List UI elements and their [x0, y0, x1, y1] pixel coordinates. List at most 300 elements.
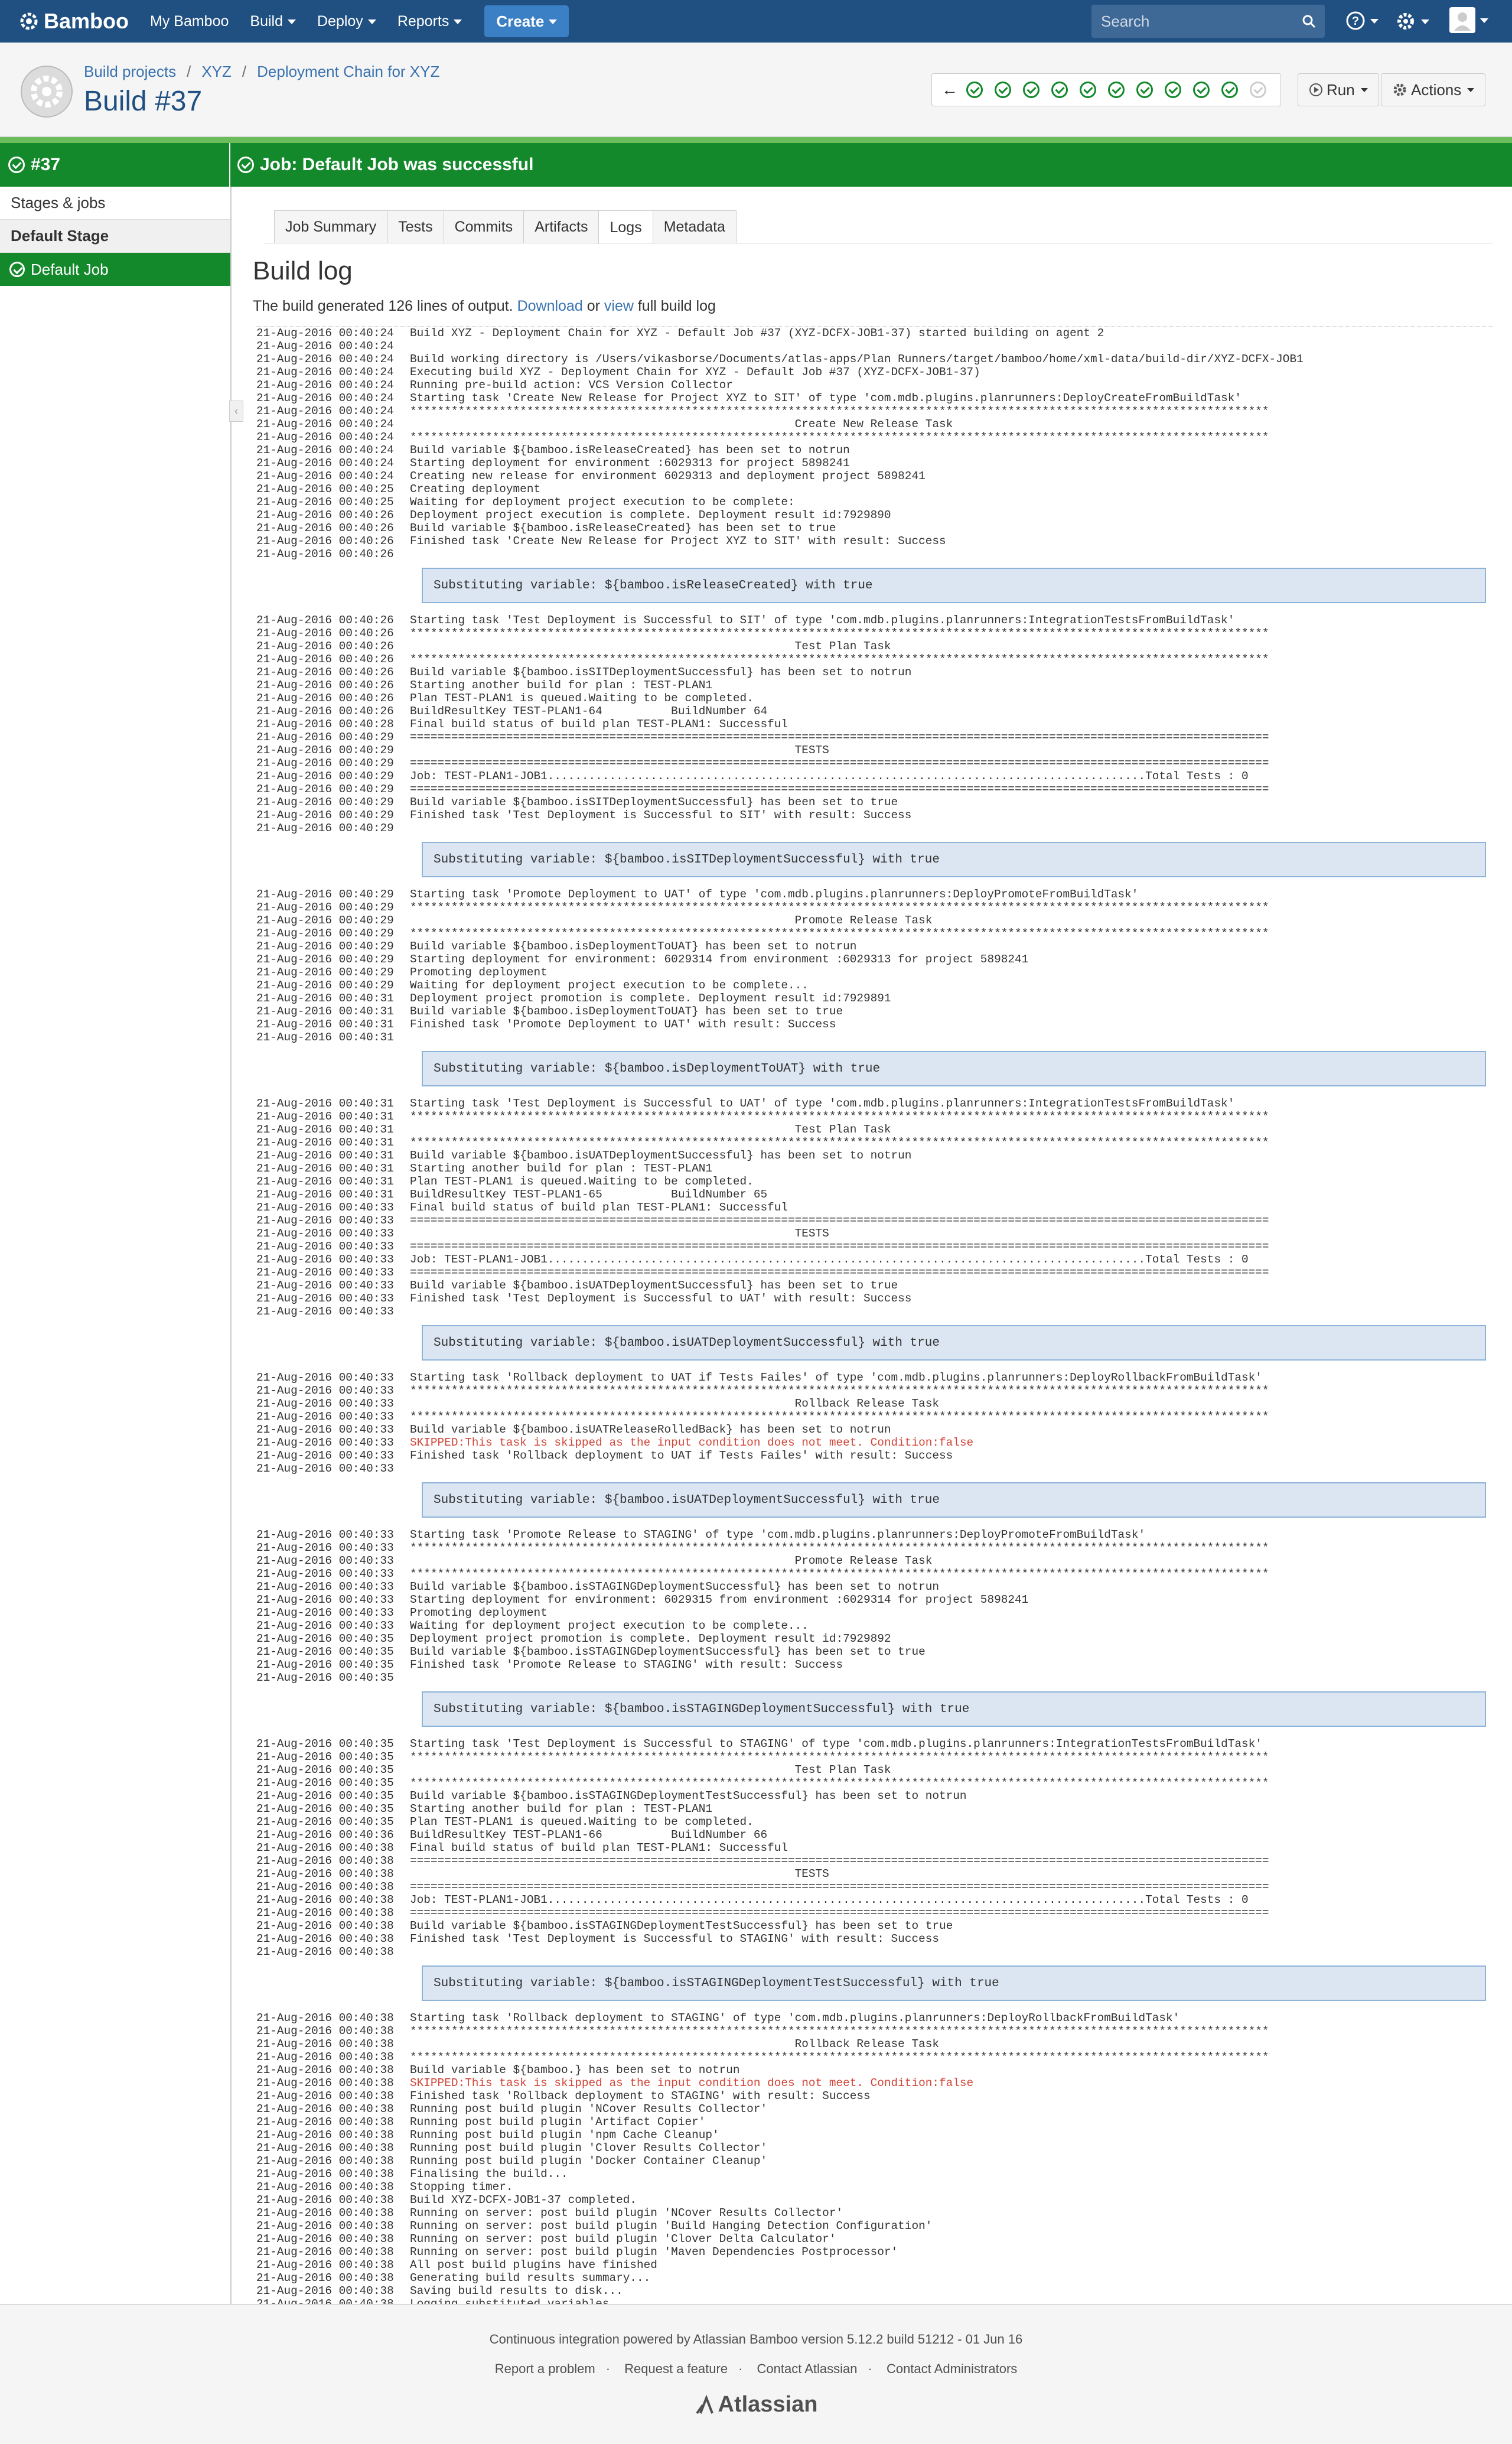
log-line [256, 1867, 1493, 1880]
log-timestamp: 21-Aug-2016 00:40:38 [256, 2233, 394, 2246]
current-build-icon [1250, 82, 1266, 98]
play-icon [1309, 83, 1323, 97]
substitution-text: Substituting variable: ${bamboo.isUATDeploymentSuccessful} with true [422, 1325, 1486, 1361]
log-timestamp: 21-Aug-2016 00:40:29 [256, 914, 394, 927]
log-timestamp: 21-Aug-2016 00:40:38 [256, 2090, 394, 2103]
log-timestamp: 21-Aug-2016 00:40:24 [256, 405, 394, 418]
log-message: Build variable ${bamboo.isDeploymentToUAT} has been set to true [410, 1005, 843, 1018]
sidebar-item-stages-jobs[interactable] [0, 187, 230, 220]
log-line [256, 2207, 1493, 2220]
sidebar [0, 187, 232, 2304]
log-message: ***************************************************************************************************************************** [410, 1384, 1269, 1397]
log-timestamp: 21-Aug-2016 00:40:38 [256, 2051, 394, 2064]
log-line [256, 327, 1493, 340]
log-line [256, 1554, 1493, 1567]
log-line [256, 509, 1493, 522]
success-check-icon [9, 262, 25, 277]
log-timestamp: 21-Aug-2016 00:40:35 [256, 1750, 394, 1763]
log-line [256, 1136, 1493, 1149]
log-line [256, 2271, 1493, 2284]
view-link[interactable]: view [604, 298, 634, 314]
chevron-down-icon [1480, 18, 1488, 23]
log-timestamp: 21-Aug-2016 00:40:29 [256, 757, 394, 770]
log-line [256, 614, 1493, 627]
download-link[interactable]: Download [517, 298, 583, 314]
breadcrumb [84, 63, 450, 81]
create-button[interactable] [484, 5, 569, 37]
nav-reports-menu[interactable] [397, 0, 462, 43]
log-line [256, 1384, 1493, 1397]
log-message: Build variable ${bamboo.isSTAGINGDeploymentTestSuccessful} has been set to true [410, 1919, 953, 1932]
log-message: Running pre-build action: VCS Version Collector [410, 379, 733, 392]
log-message: Creating deployment [410, 483, 541, 496]
log-message [410, 1945, 1493, 1958]
log-timestamp: 21-Aug-2016 00:40:33 [256, 1240, 394, 1253]
log-line [256, 1149, 1493, 1162]
run-button[interactable] [1298, 73, 1379, 106]
log-message: ***************************************************************************************************************************** [410, 405, 1269, 418]
log-message [410, 1462, 1493, 1475]
log-message: ============================================================================================================================= [410, 1266, 1269, 1279]
log-message: Build variable ${bamboo.isUATDeploymentSuccessful} has been set to true [410, 1279, 898, 1292]
log-message: Test Plan Task [410, 1763, 891, 1776]
log-timestamp: 21-Aug-2016 00:40:29 [256, 979, 394, 992]
log-message: Final build status of build plan TEST-PLAN1: Successful [410, 1841, 788, 1854]
log-line [256, 1919, 1493, 1932]
log-timestamp: 21-Aug-2016 00:40:24 [256, 418, 394, 431]
log-timestamp: 21-Aug-2016 00:40:38 [256, 1919, 394, 1932]
log-timestamp: 21-Aug-2016 00:40:38 [256, 2284, 394, 2297]
log-message: ***************************************************************************************************************************** [410, 1750, 1269, 1763]
log-line [256, 692, 1493, 705]
tab-artifacts[interactable]: Artifacts [523, 210, 599, 243]
log-line [256, 666, 1493, 679]
log-timestamp: 21-Aug-2016 00:40:24 [256, 392, 394, 405]
log-message: ***************************************************************************************************************************** [410, 431, 1269, 444]
log-line [256, 1462, 1493, 1475]
log-message: Finished task 'Promote Release to STAGING' with result: Success [410, 1658, 843, 1671]
log-message [410, 548, 1493, 561]
tab-job-summary[interactable]: Job Summary [274, 210, 387, 243]
sidebar-job-label: Default Job [31, 260, 109, 278]
log-line [256, 379, 1493, 392]
build-status-banner [0, 137, 1512, 187]
build-status-success-icon[interactable] [1193, 82, 1210, 98]
log-timestamp: 21-Aug-2016 00:40:31 [256, 1097, 394, 1110]
log-message: ***************************************************************************************************************************** [410, 1567, 1269, 1580]
build-status-success-icon[interactable] [966, 82, 983, 98]
log-message: Plan TEST-PLAN1 is queued.Waiting to be completed. [410, 1175, 754, 1188]
log-timestamp: 21-Aug-2016 00:40:35 [256, 1658, 394, 1671]
log-timestamp: 21-Aug-2016 00:40:33 [256, 1292, 394, 1305]
log-message: Finished task 'Promote Deployment to UAT' with result: Success [410, 1018, 836, 1031]
build-status-success-icon[interactable] [1165, 82, 1181, 98]
log-message: ============================================================================================================================= [410, 1854, 1269, 1867]
log-line [256, 1423, 1493, 1436]
log-timestamp: 21-Aug-2016 00:40:38 [256, 1893, 394, 1906]
log-message [410, 1671, 1493, 1684]
log-message: Build variable ${bamboo.isSTAGINGDeploymentTestSuccessful} has been set to notrun [410, 1789, 967, 1802]
log-timestamp: 21-Aug-2016 00:40:33 [256, 1201, 394, 1214]
log-message: Deployment project promotion is complete. Deployment result id:7929891 [410, 992, 891, 1005]
log-timestamp: 21-Aug-2016 00:40:33 [256, 1593, 394, 1606]
log-message: BuildResultKey TEST-PLAN1-66 BuildNumber 66 [410, 1828, 768, 1841]
app-name: Bamboo [44, 9, 129, 33]
bamboo-logo[interactable] [18, 0, 129, 43]
job-tabs [274, 210, 736, 243]
substitution-text: Substituting variable: ${bamboo.isReleaseCreated} with true [422, 568, 1486, 603]
log-timestamp: 21-Aug-2016 00:40:29 [256, 783, 394, 796]
log-message: Build variable ${bamboo.isSTAGINGDeploymentSuccessful} has been set to notrun [410, 1580, 939, 1593]
log-timestamp: 21-Aug-2016 00:40:26 [256, 548, 394, 561]
log-line [256, 796, 1493, 809]
substitution-notice [256, 1318, 1493, 1371]
log-timestamp: 21-Aug-2016 00:40:26 [256, 535, 394, 548]
tab-commits[interactable]: Commits [444, 210, 524, 243]
log-timestamp: 21-Aug-2016 00:40:38 [256, 2258, 394, 2271]
log-line [256, 1619, 1493, 1632]
log-message: Plan TEST-PLAN1 is queued.Waiting to be completed. [410, 1815, 754, 1828]
log-message: Starting task 'Create New Release for Project XYZ to SIT' of type 'com.mdb.plugins.planrunners:DeployCreateFromBuildTask' [410, 392, 1241, 405]
log-message: Final build status of build plan TEST-PLAN1: Successful [410, 718, 788, 731]
log-line [256, 1227, 1493, 1240]
log-line [256, 914, 1493, 927]
log-timestamp: 21-Aug-2016 00:40:33 [256, 1567, 394, 1580]
nav-deploy-menu[interactable] [317, 0, 376, 43]
log-timestamp: 21-Aug-2016 00:40:24 [256, 379, 394, 392]
log-timestamp: 21-Aug-2016 00:40:29 [256, 770, 394, 783]
success-check-icon [237, 157, 254, 173]
log-timestamp: 21-Aug-2016 00:40:36 [256, 1828, 394, 1841]
substitution-notice [256, 1684, 1493, 1737]
log-line [256, 1880, 1493, 1893]
log-message: ***************************************************************************************************************************** [410, 1410, 1269, 1423]
log-timestamp: 21-Aug-2016 00:40:29 [256, 796, 394, 809]
log-message: SKIPPED:This task is skipped as the input condition does not meet. Condition:false [410, 2077, 974, 2090]
bamboo-gear-icon [18, 10, 40, 32]
build-status-success-icon[interactable] [1221, 82, 1238, 98]
log-timestamp: 21-Aug-2016 00:40:29 [256, 940, 394, 953]
top-navigation [0, 0, 1512, 43]
log-line [256, 1031, 1493, 1044]
log-line [256, 1750, 1493, 1763]
log-line [256, 405, 1493, 418]
report-problem-link[interactable]: Report a problem [494, 2361, 595, 2376]
sidebar-item-label: Stages & jobs [11, 194, 106, 211]
substitution-notice [256, 1044, 1493, 1097]
sidebar-stage [0, 220, 230, 253]
breadcrumb-plan[interactable]: Deployment Chain for XYZ [257, 63, 440, 80]
log-line [256, 2246, 1493, 2258]
plan-avatar-icon [20, 65, 73, 118]
chevron-down-icon [454, 19, 462, 24]
log-line [256, 353, 1493, 366]
log-line [256, 1018, 1493, 1031]
search-input[interactable] [1091, 5, 1325, 38]
build-number-cell[interactable] [0, 143, 230, 187]
log-line [256, 2155, 1493, 2168]
log-line [256, 1632, 1493, 1645]
request-feature-link[interactable]: Request a feature [624, 2361, 728, 2376]
log-line [256, 1449, 1493, 1462]
log-timestamp: 21-Aug-2016 00:40:26 [256, 627, 394, 640]
build-status-success-icon[interactable] [1080, 82, 1096, 98]
footer-powered-by: Continuous integration powered by Atlassian Bamboo version 5.12.2 build 51212 - 01 Jun 16 [489, 2332, 1023, 2347]
previous-build-arrow-icon[interactable]: ← [941, 80, 958, 99]
build-log [256, 326, 1493, 2336]
log-line [256, 1671, 1493, 1684]
page-title: Build #37 [84, 86, 203, 117]
log-line [256, 966, 1493, 979]
build-status-success-icon[interactable] [995, 82, 1011, 98]
log-message: Promote Release Task [410, 1554, 933, 1567]
log-timestamp: 21-Aug-2016 00:40:31 [256, 1175, 394, 1188]
log-message: ***************************************************************************************************************************** [410, 1136, 1269, 1149]
log-message: Build variable ${bamboo.isSITDeploymentSuccessful} has been set to notrun [410, 666, 912, 679]
log-message: ***************************************************************************************************************************** [410, 1776, 1269, 1789]
tab-tests[interactable]: Tests [387, 210, 444, 243]
log-timestamp: 21-Aug-2016 00:40:33 [256, 1253, 394, 1266]
search-icon [1301, 14, 1317, 29]
actions-button[interactable] [1381, 73, 1485, 106]
log-line [256, 1606, 1493, 1619]
log-timestamp: 21-Aug-2016 00:40:33 [256, 1384, 394, 1397]
log-timestamp: 21-Aug-2016 00:40:35 [256, 1763, 394, 1776]
log-line [256, 1541, 1493, 1554]
avatar [1449, 7, 1475, 33]
log-timestamp: 21-Aug-2016 00:40:33 [256, 1436, 394, 1449]
log-timestamp: 21-Aug-2016 00:40:33 [256, 1423, 394, 1436]
log-timestamp: 21-Aug-2016 00:40:38 [256, 2246, 394, 2258]
log-timestamp: 21-Aug-2016 00:40:29 [256, 888, 394, 901]
log-timestamp: 21-Aug-2016 00:40:38 [256, 2012, 394, 2025]
build-status-success-icon[interactable] [1023, 82, 1040, 98]
user-menu[interactable] [1449, 7, 1488, 33]
log-message: Finished task 'Rollback deployment to UAT if Tests Failes' with result: Success [410, 1449, 953, 1462]
log-message: Deployment project execution is complete. Deployment result id:7929890 [410, 509, 891, 522]
log-timestamp: 21-Aug-2016 00:40:29 [256, 809, 394, 822]
log-message: ***************************************************************************************************************************** [410, 2051, 1269, 2064]
log-message: Build variable ${bamboo.} has been set to notrun [410, 2064, 740, 2077]
build-history-navigator [931, 73, 1281, 106]
breadcrumb-build-projects[interactable]: Build projects [84, 63, 177, 80]
log-timestamp: 21-Aug-2016 00:40:38 [256, 2271, 394, 2284]
admin-menu[interactable] [1395, 11, 1429, 32]
log-line [256, 2194, 1493, 2207]
log-timestamp: 21-Aug-2016 00:40:38 [256, 2025, 394, 2038]
log-line [256, 2233, 1493, 2246]
log-line [256, 1567, 1493, 1580]
log-line [256, 483, 1493, 496]
log-message: Starting task 'Rollback deployment to STAGING' of type 'com.mdb.plugins.planrunners:DeployRollbackFromBuildTask' [410, 2012, 1180, 2025]
tab-metadata[interactable]: Metadata [653, 210, 737, 243]
log-message [410, 1305, 1493, 1318]
log-message: Waiting for deployment project execution to be complete... [410, 979, 809, 992]
success-check-icon [8, 157, 25, 173]
log-line [256, 2258, 1493, 2271]
log-line [256, 1292, 1493, 1305]
log-timestamp: 21-Aug-2016 00:40:35 [256, 1789, 394, 1802]
breadcrumb-project[interactable]: XYZ [201, 63, 232, 80]
log-line [256, 822, 1493, 835]
sidebar-item-default-job[interactable] [0, 253, 230, 286]
log-line [256, 1763, 1493, 1776]
log-timestamp: 21-Aug-2016 00:40:35 [256, 1737, 394, 1750]
log-line [256, 1528, 1493, 1541]
build-status-success-icon[interactable] [1108, 82, 1125, 98]
log-timestamp: 21-Aug-2016 00:40:24 [256, 431, 394, 444]
log-line [256, 2116, 1493, 2129]
log-message: Running post build plugin 'NCover Results Collector' [410, 2103, 768, 2116]
log-line [256, 2038, 1493, 2051]
log-line [256, 2220, 1493, 2233]
log-line [256, 731, 1493, 744]
log-timestamp: 21-Aug-2016 00:40:38 [256, 1945, 394, 1958]
log-line [256, 953, 1493, 966]
log-message: Starting task 'Promote Deployment to UAT' of type 'com.mdb.plugins.planrunners:DeployPromoteFromBuildTask' [410, 888, 1139, 901]
log-message: Rollback Release Task [410, 2038, 939, 2051]
log-line [256, 1841, 1493, 1854]
chevron-down-icon [368, 19, 376, 24]
log-message: BuildResultKey TEST-PLAN1-65 BuildNumber 65 [410, 1188, 768, 1201]
log-line [256, 979, 1493, 992]
log-message: Promote Release Task [410, 914, 933, 927]
log-timestamp: 21-Aug-2016 00:40:24 [256, 470, 394, 483]
log-line [256, 1789, 1493, 1802]
log-timestamp: 21-Aug-2016 00:40:33 [256, 1449, 394, 1462]
log-timestamp: 21-Aug-2016 00:40:24 [256, 340, 394, 353]
log-line [256, 2012, 1493, 2025]
log-line [256, 431, 1493, 444]
chevron-left-icon: ‹ [234, 405, 238, 417]
log-message: Starting deployment for environment: 6029315 from environment :6029314 for project 5898241 [410, 1593, 1029, 1606]
log-timestamp: 21-Aug-2016 00:40:38 [256, 2142, 394, 2155]
log-message: Finished task 'Test Deployment is Successful to STAGING' with result: Success [410, 1932, 939, 1945]
log-line [256, 1658, 1493, 1671]
log-line [256, 757, 1493, 770]
log-message: Running on server: post build plugin 'NCover Results Collector' [410, 2207, 843, 2220]
log-message: Job: TEST-PLAN1-JOB1.......................................................................................Total Tests : 0 [410, 1253, 1249, 1266]
substitution-notice [256, 835, 1493, 888]
tab-logs[interactable]: Logs [598, 210, 653, 244]
log-line [256, 718, 1493, 731]
log-message: Deployment project promotion is complete. Deployment result id:7929892 [410, 1632, 891, 1645]
nav-my-bamboo[interactable] [150, 0, 229, 43]
log-line [256, 2103, 1493, 2116]
log-message: Running on server: post build plugin 'Clover Delta Calculator' [410, 2233, 836, 2246]
log-message: ***************************************************************************************************************************** [410, 901, 1269, 914]
log-message: Starting deployment for environment :6029313 for project 5898241 [410, 457, 850, 470]
log-timestamp: 21-Aug-2016 00:40:29 [256, 731, 394, 744]
log-timestamp: 21-Aug-2016 00:40:31 [256, 1149, 394, 1162]
log-timestamp: 21-Aug-2016 00:40:31 [256, 1018, 394, 1031]
log-line [256, 1580, 1493, 1593]
log-line [256, 927, 1493, 940]
page-header [0, 43, 1512, 137]
log-timestamp: 21-Aug-2016 00:40:31 [256, 1136, 394, 1149]
contact-atlassian-link[interactable]: Contact Atlassian [757, 2361, 858, 2376]
log-message: Saving build results to disk... [410, 2284, 623, 2297]
log-timestamp: 21-Aug-2016 00:40:38 [256, 2220, 394, 2233]
log-line [256, 705, 1493, 718]
log-timestamp: 21-Aug-2016 00:40:35 [256, 1671, 394, 1684]
log-message: Rollback Release Task [410, 1397, 939, 1410]
log-line [256, 640, 1493, 653]
log-line [256, 1188, 1493, 1201]
log-line [256, 770, 1493, 783]
atlassian-logo[interactable] [0, 2392, 1512, 2417]
log-line [256, 470, 1493, 483]
log-message [410, 340, 1493, 353]
log-line [256, 1828, 1493, 1841]
nav-my-bamboo-label: My Bamboo [150, 12, 229, 30]
contact-administrators-link[interactable]: Contact Administrators [886, 2361, 1018, 2376]
log-line [256, 809, 1493, 822]
log-line [256, 548, 1493, 561]
log-message: Plan TEST-PLAN1 is queued.Waiting to be completed. [410, 692, 754, 705]
log-line [256, 444, 1493, 457]
log-timestamp: 21-Aug-2016 00:40:26 [256, 640, 394, 653]
log-timestamp: 21-Aug-2016 00:40:24 [256, 327, 394, 340]
build-status-success-icon[interactable] [1136, 82, 1153, 98]
log-line [256, 535, 1493, 548]
log-timestamp: 21-Aug-2016 00:40:35 [256, 1632, 394, 1645]
chevron-down-icon [549, 19, 557, 24]
log-line [256, 1305, 1493, 1318]
log-line [256, 1906, 1493, 1919]
log-line [256, 1266, 1493, 1279]
build-number: #37 [31, 155, 61, 174]
log-line [256, 679, 1493, 692]
build-status-success-icon[interactable] [1051, 82, 1068, 98]
log-line [256, 653, 1493, 666]
nav-build-menu[interactable] [250, 0, 296, 43]
nav-deploy-label: Deploy [317, 12, 363, 30]
log-intro-or: or [586, 298, 600, 314]
log-line [256, 2168, 1493, 2181]
log-message: Finished task 'Create New Release for Project XYZ to SIT' with result: Success [410, 535, 946, 548]
log-timestamp: 21-Aug-2016 00:40:31 [256, 992, 394, 1005]
log-timestamp: 21-Aug-2016 00:40:33 [256, 1279, 394, 1292]
log-message: Job: TEST-PLAN1-JOB1.......................................................................................Total Tests : 0 [410, 1893, 1249, 1906]
log-line [256, 901, 1493, 914]
log-line [256, 392, 1493, 405]
cog-icon [1392, 82, 1407, 97]
sidebar-collapse-toggle[interactable] [229, 401, 243, 422]
log-intro [253, 298, 716, 315]
log-timestamp: 21-Aug-2016 00:40:35 [256, 1802, 394, 1815]
log-timestamp: 21-Aug-2016 00:40:38 [256, 2207, 394, 2220]
log-line [256, 2129, 1493, 2142]
log-line [256, 2090, 1493, 2103]
log-line [256, 2051, 1493, 2064]
log-timestamp: 21-Aug-2016 00:40:33 [256, 1214, 394, 1227]
help-menu[interactable] [1345, 11, 1379, 31]
substitution-notice [256, 561, 1493, 614]
job-status [237, 143, 533, 187]
log-timestamp: 21-Aug-2016 00:40:26 [256, 522, 394, 535]
substitution-text: Substituting variable: ${bamboo.isSITDeploymentSuccessful} with true [422, 842, 1486, 877]
log-message: Running post build plugin 'npm Cache Cleanup' [410, 2129, 719, 2142]
log-line [256, 1737, 1493, 1750]
log-message: ***************************************************************************************************************************** [410, 927, 1269, 940]
log-message: Executing build XYZ - Deployment Chain for XYZ - Default Job #37 (XYZ-DCFX-JOB1-37) [410, 366, 980, 379]
log-timestamp: 21-Aug-2016 00:40:25 [256, 496, 394, 509]
log-message: Running post build plugin 'Clover Results Collector' [410, 2142, 768, 2155]
log-message: ============================================================================================================================= [410, 731, 1269, 744]
log-timestamp: 21-Aug-2016 00:40:24 [256, 444, 394, 457]
log-message: Starting deployment for environment: 6029314 from environment :6029313 for project 5898241 [410, 953, 1029, 966]
